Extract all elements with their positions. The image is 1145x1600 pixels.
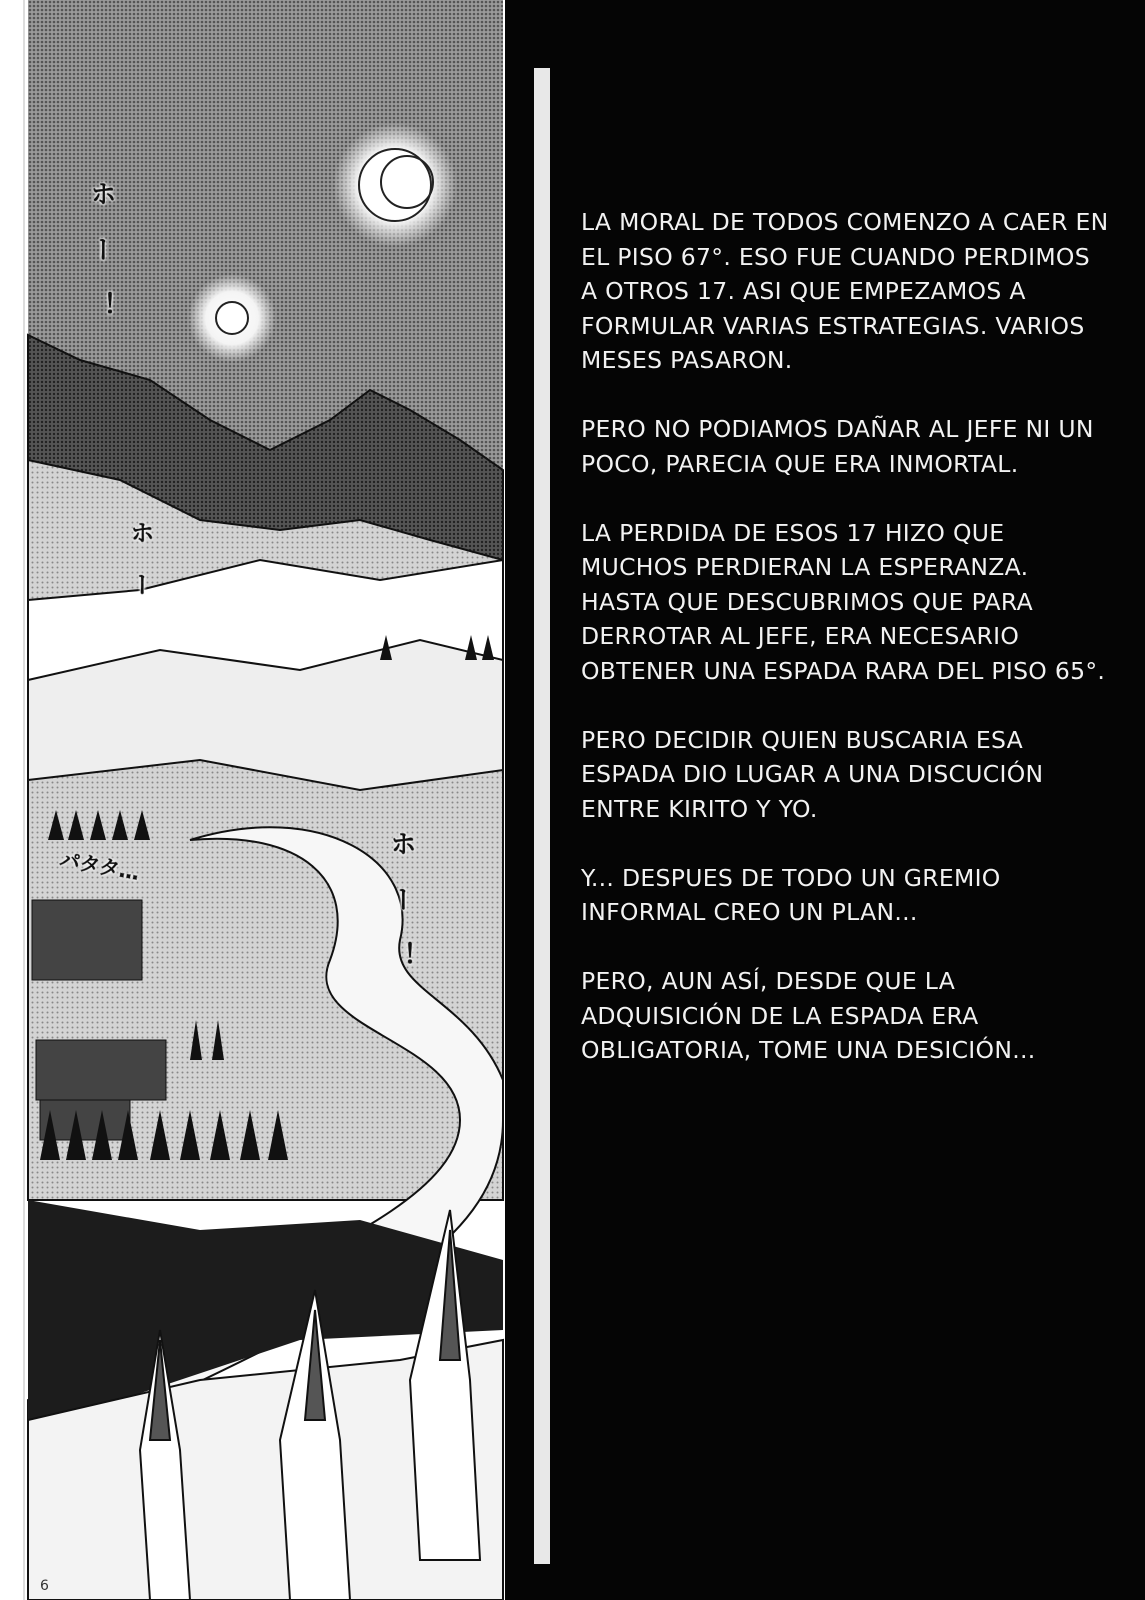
vertical-divider-bar [534,68,550,1564]
page-number: 6 [40,1578,49,1594]
landscape-illustration [0,0,505,1600]
narration-paragraph: LA MORAL DE TODOS COMENZO A CAER EN EL PISO 67°. ESO FUE CUANDO PERDIMOS A OTROS 17. ASI QUE EMPEZAMOS A FORMULAR VARIAS ESTRATEGIAS. VARIOS MESES PASARON. [581,208,1109,374]
narration-paragraph: PERO, AUN ASÍ, DESDE QUE LA ADQUISICIÓN DE LA ESPADA ERA OBLIGATORIA, TOME UNA DESICIÓN... [581,967,1036,1064]
narration-paragraph: LA PERDIDA DE ESOS 17 HIZO QUE MUCHOS PERDIERAN LA ESPERANZA. HASTA QUE DESCUBRIMOS QUE PARA DERROTAR AL JEFE, ERA NECESARIO OBTENER UNA ESPADA RARA DEL PISO 65°. [581,518,1106,685]
sfx-ho-right: ホ ー ！ [386,830,416,968]
narration-text [581,205,1141,1102]
landscape-art-panel [0,0,505,1600]
small-moon [216,302,248,334]
sfx-patata: パタタ… [58,847,142,885]
narration-paragraph: PERO NO PODIAMOS DAÑAR AL JEFE NI UN POCO, PARECIA QUE ERA INMORTAL. [581,415,1094,478]
sfx-ho-top: ホ ー ！ [86,180,116,318]
narration-paragraph: Y... DESPUES DE TODO UN GREMIO INFORMAL CREO UN PLAN... [581,863,1001,926]
narration-paragraph: PERO DECIDIR QUIEN BUSCARIA ESA ESPADA DIO LUGAR A UNA DISCUCIÓN ENTRE KIRITO Y YO. [581,725,1044,823]
sfx-ho-middle: ホ ー [126,520,154,596]
